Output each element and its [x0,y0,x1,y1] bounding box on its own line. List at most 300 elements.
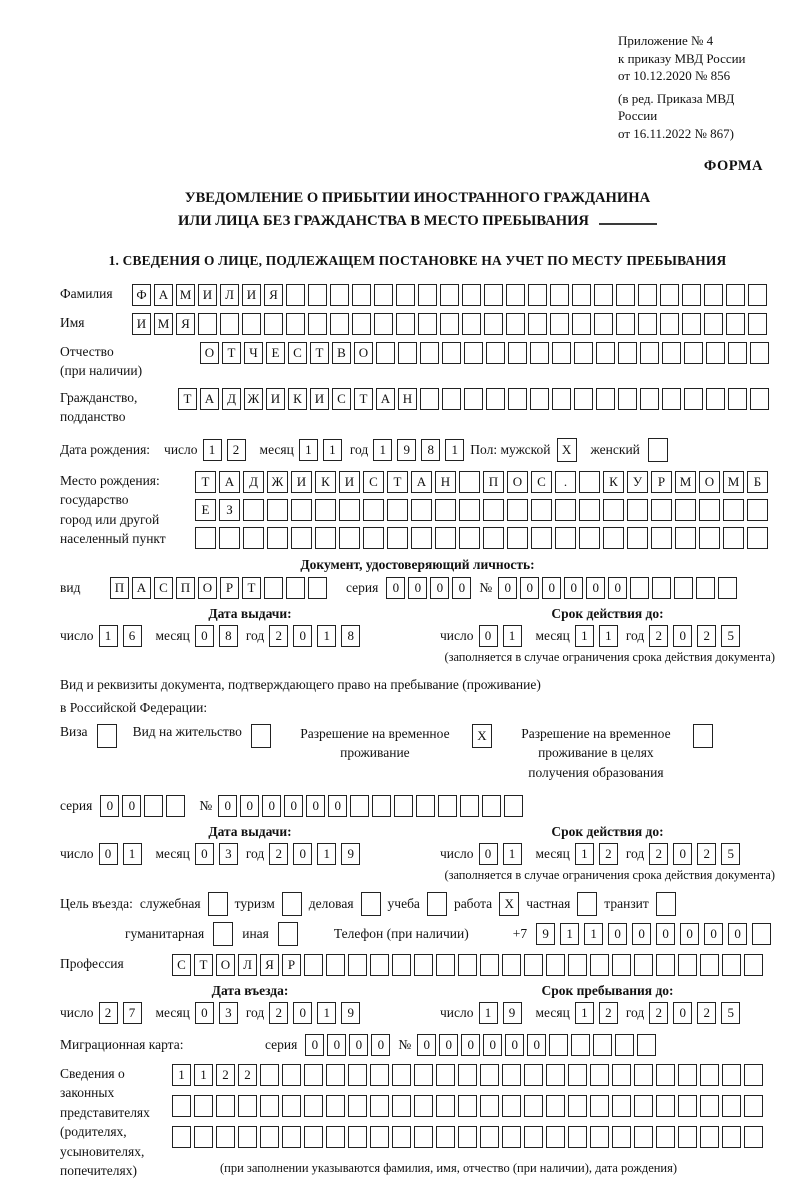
birth-place-char-cell[interactable] [627,499,648,521]
profession-char-cell[interactable] [590,954,609,976]
birth-place-char-cell[interactable]: К [315,471,336,493]
representatives-char-cell[interactable] [722,1064,741,1086]
representatives-char-cell[interactable] [414,1126,433,1148]
profession-char-cell[interactable] [392,954,411,976]
birth-place-char-cell[interactable] [579,471,600,493]
representatives-char-cell[interactable] [612,1126,631,1148]
given-name-char-cell[interactable] [440,313,459,335]
identity-doc-number-cell[interactable] [652,577,671,599]
identity-doc-number-cell[interactable]: 0 [542,577,561,599]
birth-place-char-cell[interactable] [603,499,624,521]
birth-place-char-cell[interactable] [339,527,360,549]
surname-char-cell[interactable] [528,284,547,306]
residence-doc-number-cell[interactable] [504,795,523,817]
identity-issue-month-cell[interactable]: 0 [195,625,214,647]
birth-place-char-cell[interactable] [507,499,528,521]
birth-place-char-cell[interactable] [315,499,336,521]
stay-month-cell[interactable]: 1 [575,1002,594,1024]
citizenship-char-cell[interactable]: А [376,388,395,410]
birth-place-char-cell[interactable]: У [627,471,648,493]
temp-residence-checkbox[interactable]: X [472,724,492,748]
representatives-char-cell[interactable] [546,1095,565,1117]
representatives-char-cell[interactable] [744,1095,763,1117]
identity-issue-day-cell[interactable]: 6 [123,625,142,647]
surname-char-cell[interactable] [616,284,635,306]
representatives-char-cell[interactable]: 2 [238,1064,257,1086]
birth-place-char-cell[interactable] [579,499,600,521]
citizenship-char-cell[interactable] [486,388,505,410]
entry-year-cell[interactable]: 2 [269,1002,288,1024]
representatives-char-cell[interactable] [612,1064,631,1086]
surname-char-cell[interactable] [682,284,701,306]
entry-year-cell[interactable]: 9 [341,1002,360,1024]
given-name-char-cell[interactable] [352,313,371,335]
stay-year-cell[interactable]: 2 [649,1002,668,1024]
residence-doc-number-cell[interactable] [438,795,457,817]
representatives-char-cell[interactable] [326,1095,345,1117]
identity-valid-year-cell[interactable]: 2 [697,625,716,647]
profession-char-cell[interactable] [656,954,675,976]
purpose-private-checkbox[interactable] [577,892,597,916]
representatives-char-cell[interactable] [348,1095,367,1117]
identity-doc-number-cell[interactable] [630,577,649,599]
birth-place-char-cell[interactable] [555,499,576,521]
given-name-char-cell[interactable]: М [154,313,173,335]
birth-place-char-cell[interactable]: Е [195,499,216,521]
identity-doc-number-cell[interactable]: 0 [564,577,583,599]
patronymic-char-cell[interactable] [706,342,725,364]
identity-issue-year-cell[interactable]: 1 [317,625,336,647]
birth-place-char-cell[interactable] [675,499,696,521]
birth-place-char-cell[interactable] [555,527,576,549]
representatives-char-cell[interactable] [304,1126,323,1148]
residence-issue-year-cell[interactable]: 2 [269,843,288,865]
residence-doc-number-cell[interactable] [482,795,501,817]
entry-year-cell[interactable]: 1 [317,1002,336,1024]
birth-year-cell[interactable]: 8 [421,439,440,461]
phone-digit-cell[interactable]: 1 [560,923,579,945]
profession-char-cell[interactable] [546,954,565,976]
birth-place-char-cell[interactable] [483,499,504,521]
surname-char-cell[interactable] [484,284,503,306]
representatives-char-cell[interactable] [216,1126,235,1148]
representatives-char-cell[interactable] [260,1064,279,1086]
visa-checkbox[interactable] [97,724,117,748]
profession-char-cell[interactable] [678,954,697,976]
patronymic-char-cell[interactable] [508,342,527,364]
residence-doc-number-cell[interactable]: 0 [328,795,347,817]
birth-place-char-cell[interactable]: Н [435,471,456,493]
representatives-char-cell[interactable] [194,1126,213,1148]
given-name-char-cell[interactable] [220,313,239,335]
representatives-char-cell[interactable] [172,1095,191,1117]
residence-issue-month-cell[interactable]: 3 [219,843,238,865]
birth-place-char-cell[interactable] [363,527,384,549]
representatives-char-cell[interactable] [282,1095,301,1117]
birth-place-char-cell[interactable] [459,527,480,549]
birth-place-char-cell[interactable] [435,499,456,521]
profession-char-cell[interactable] [502,954,521,976]
residence-doc-series-cell[interactable]: 0 [100,795,119,817]
birth-place-char-cell[interactable] [339,499,360,521]
birth-place-char-cell[interactable]: О [699,471,720,493]
surname-char-cell[interactable]: А [154,284,173,306]
birth-place-char-cell[interactable] [531,499,552,521]
representatives-char-cell[interactable] [722,1126,741,1148]
residence-valid-day-cell[interactable]: 0 [479,843,498,865]
profession-char-cell[interactable] [348,954,367,976]
birth-place-char-cell[interactable]: О [507,471,528,493]
representatives-char-cell[interactable] [568,1126,587,1148]
migration-card-number-cell[interactable]: 0 [483,1034,502,1056]
patronymic-char-cell[interactable] [728,342,747,364]
birth-place-char-cell[interactable]: Т [387,471,408,493]
citizenship-char-cell[interactable] [574,388,593,410]
representatives-char-cell[interactable] [656,1064,675,1086]
patronymic-char-cell[interactable] [486,342,505,364]
given-name-char-cell[interactable] [726,313,745,335]
surname-char-cell[interactable] [506,284,525,306]
patronymic-char-cell[interactable]: О [354,342,373,364]
citizenship-char-cell[interactable] [684,388,703,410]
citizenship-char-cell[interactable] [552,388,571,410]
patronymic-char-cell[interactable]: Т [222,342,241,364]
residence-valid-year-cell[interactable]: 2 [649,843,668,865]
migration-card-number-cell[interactable] [571,1034,590,1056]
representatives-char-cell[interactable] [700,1064,719,1086]
representatives-char-cell[interactable] [656,1126,675,1148]
representatives-char-cell[interactable] [744,1126,763,1148]
patronymic-char-cell[interactable] [596,342,615,364]
purpose-other-checkbox[interactable] [278,922,298,946]
residence-valid-month-cell[interactable]: 2 [599,843,618,865]
profession-char-cell[interactable] [524,954,543,976]
representatives-char-cell[interactable]: 1 [194,1064,213,1086]
migration-card-number-cell[interactable] [549,1034,568,1056]
residence-doc-number-cell[interactable] [416,795,435,817]
given-name-char-cell[interactable]: И [132,313,151,335]
purpose-work-checkbox[interactable]: X [499,892,519,916]
patronymic-char-cell[interactable] [662,342,681,364]
birth-day-cell[interactable]: 1 [203,439,222,461]
phone-digit-cell[interactable]: 0 [704,923,723,945]
residence-issue-year-cell[interactable]: 1 [317,843,336,865]
citizenship-char-cell[interactable]: А [200,388,219,410]
citizenship-char-cell[interactable]: С [332,388,351,410]
patronymic-char-cell[interactable] [398,342,417,364]
migration-card-series-cell[interactable]: 0 [327,1034,346,1056]
representatives-char-cell[interactable] [480,1126,499,1148]
surname-char-cell[interactable] [374,284,393,306]
identity-valid-year-cell[interactable]: 0 [673,625,692,647]
phone-digit-cell[interactable]: 0 [728,923,747,945]
representatives-char-cell[interactable] [370,1064,389,1086]
stay-year-cell[interactable]: 5 [721,1002,740,1024]
birth-place-char-cell[interactable] [435,527,456,549]
birth-year-cell[interactable]: 1 [445,439,464,461]
entry-month-cell[interactable]: 3 [219,1002,238,1024]
residence-doc-series-cell[interactable]: 0 [122,795,141,817]
identity-valid-month-cell[interactable]: 1 [599,625,618,647]
birth-year-cell[interactable]: 1 [373,439,392,461]
birth-place-char-cell[interactable] [387,527,408,549]
stay-day-cell[interactable]: 1 [479,1002,498,1024]
migration-card-number-cell[interactable]: 0 [527,1034,546,1056]
identity-doc-series-cell[interactable]: 0 [386,577,405,599]
entry-month-cell[interactable]: 0 [195,1002,214,1024]
representatives-char-cell[interactable] [524,1095,543,1117]
migration-card-number-cell[interactable]: 0 [461,1034,480,1056]
purpose-official-checkbox[interactable] [208,892,228,916]
citizenship-char-cell[interactable] [706,388,725,410]
birth-place-char-cell[interactable] [579,527,600,549]
representatives-char-cell[interactable] [744,1064,763,1086]
given-name-char-cell[interactable] [748,313,767,335]
birth-place-char-cell[interactable] [315,527,336,549]
citizenship-char-cell[interactable] [618,388,637,410]
phone-digit-cell[interactable]: 1 [584,923,603,945]
birth-place-char-cell[interactable]: С [363,471,384,493]
profession-char-cell[interactable] [304,954,323,976]
birth-place-char-cell[interactable]: З [219,499,240,521]
identity-issue-month-cell[interactable]: 8 [219,625,238,647]
representatives-char-cell[interactable] [634,1095,653,1117]
identity-valid-day-cell[interactable]: 1 [503,625,522,647]
surname-char-cell[interactable] [572,284,591,306]
identity-doc-kind-cell[interactable]: О [198,577,217,599]
representatives-char-cell[interactable] [546,1126,565,1148]
representatives-char-cell[interactable] [524,1064,543,1086]
patronymic-char-cell[interactable] [376,342,395,364]
representatives-char-cell[interactable] [524,1126,543,1148]
birth-year-cell[interactable]: 9 [397,439,416,461]
surname-char-cell[interactable] [748,284,767,306]
given-name-char-cell[interactable] [396,313,415,335]
birth-place-char-cell[interactable] [483,527,504,549]
birth-place-char-cell[interactable] [243,499,264,521]
citizenship-char-cell[interactable] [662,388,681,410]
profession-char-cell[interactable]: Л [238,954,257,976]
identity-doc-kind-cell[interactable]: Т [242,577,261,599]
patronymic-char-cell[interactable]: С [288,342,307,364]
patronymic-char-cell[interactable] [464,342,483,364]
representatives-char-cell[interactable] [678,1064,697,1086]
identity-doc-kind-cell[interactable] [264,577,283,599]
birth-place-char-cell[interactable]: Д [243,471,264,493]
residence-issue-day-cell[interactable]: 0 [99,843,118,865]
representatives-char-cell[interactable] [436,1095,455,1117]
birth-place-char-cell[interactable] [387,499,408,521]
profession-char-cell[interactable] [634,954,653,976]
given-name-char-cell[interactable] [506,313,525,335]
birth-place-char-cell[interactable] [195,527,216,549]
identity-doc-kind-cell[interactable] [286,577,305,599]
surname-char-cell[interactable]: И [242,284,261,306]
given-name-char-cell[interactable] [264,313,283,335]
identity-doc-number-cell[interactable] [718,577,737,599]
representatives-char-cell[interactable] [304,1095,323,1117]
surname-char-cell[interactable] [704,284,723,306]
profession-char-cell[interactable]: Р [282,954,301,976]
citizenship-char-cell[interactable]: Д [222,388,241,410]
surname-char-cell[interactable]: Ф [132,284,151,306]
profession-char-cell[interactable] [744,954,763,976]
identity-doc-kind-cell[interactable]: С [154,577,173,599]
residence-doc-number-cell[interactable]: 0 [284,795,303,817]
given-name-char-cell[interactable] [638,313,657,335]
residence-doc-number-cell[interactable] [394,795,413,817]
identity-valid-month-cell[interactable]: 1 [575,625,594,647]
identity-doc-series-cell[interactable]: 0 [452,577,471,599]
representatives-char-cell[interactable] [590,1095,609,1117]
birth-place-char-cell[interactable] [411,499,432,521]
given-name-char-cell[interactable] [242,313,261,335]
given-name-char-cell[interactable] [682,313,701,335]
representatives-char-cell[interactable] [436,1126,455,1148]
representatives-char-cell[interactable] [634,1126,653,1148]
residence-valid-month-cell[interactable]: 1 [575,843,594,865]
citizenship-char-cell[interactable]: И [310,388,329,410]
citizenship-char-cell[interactable] [596,388,615,410]
given-name-char-cell[interactable] [308,313,327,335]
patronymic-char-cell[interactable] [442,342,461,364]
representatives-char-cell[interactable] [260,1095,279,1117]
birth-place-char-cell[interactable]: Т [195,471,216,493]
representatives-char-cell[interactable] [370,1095,389,1117]
given-name-char-cell[interactable] [286,313,305,335]
surname-char-cell[interactable] [726,284,745,306]
birth-place-char-cell[interactable] [411,527,432,549]
citizenship-char-cell[interactable] [508,388,527,410]
representatives-char-cell[interactable] [414,1095,433,1117]
stay-year-cell[interactable]: 2 [697,1002,716,1024]
identity-valid-year-cell[interactable]: 2 [649,625,668,647]
patronymic-char-cell[interactable]: Ч [244,342,263,364]
representatives-char-cell[interactable] [238,1126,257,1148]
birth-place-char-cell[interactable] [747,499,768,521]
representatives-char-cell[interactable] [172,1126,191,1148]
representatives-char-cell[interactable] [348,1126,367,1148]
given-name-char-cell[interactable] [616,313,635,335]
gender-male-checkbox[interactable]: X [557,438,577,462]
surname-char-cell[interactable] [286,284,305,306]
birth-place-char-cell[interactable]: М [675,471,696,493]
residence-permit-checkbox[interactable] [251,724,271,748]
birth-place-char-cell[interactable] [459,499,480,521]
identity-doc-kind-cell[interactable]: А [132,577,151,599]
phone-digit-cell[interactable]: 0 [632,923,651,945]
birth-place-char-cell[interactable] [627,527,648,549]
stay-month-cell[interactable]: 2 [599,1002,618,1024]
birth-place-char-cell[interactable] [723,499,744,521]
representatives-char-cell[interactable] [304,1064,323,1086]
representatives-char-cell[interactable] [612,1095,631,1117]
birth-place-char-cell[interactable]: А [411,471,432,493]
citizenship-char-cell[interactable] [420,388,439,410]
surname-char-cell[interactable]: И [198,284,217,306]
citizenship-char-cell[interactable]: К [288,388,307,410]
patronymic-char-cell[interactable]: Т [310,342,329,364]
residence-valid-year-cell[interactable]: 5 [721,843,740,865]
birth-place-char-cell[interactable] [747,527,768,549]
representatives-char-cell[interactable] [238,1095,257,1117]
purpose-humanitarian-checkbox[interactable] [213,922,233,946]
phone-digit-cell[interactable]: 0 [608,923,627,945]
representatives-char-cell[interactable] [326,1064,345,1086]
given-name-char-cell[interactable] [418,313,437,335]
representatives-char-cell[interactable] [392,1064,411,1086]
patronymic-char-cell[interactable] [618,342,637,364]
entry-day-cell[interactable]: 7 [123,1002,142,1024]
identity-valid-day-cell[interactable]: 0 [479,625,498,647]
citizenship-char-cell[interactable]: Н [398,388,417,410]
representatives-char-cell[interactable] [502,1095,521,1117]
residence-valid-day-cell[interactable]: 1 [503,843,522,865]
birth-place-char-cell[interactable]: Б [747,471,768,493]
birth-place-char-cell[interactable]: М [723,471,744,493]
purpose-study-checkbox[interactable] [427,892,447,916]
birth-place-char-cell[interactable] [651,499,672,521]
profession-char-cell[interactable] [612,954,631,976]
representatives-char-cell[interactable] [436,1064,455,1086]
patronymic-char-cell[interactable] [640,342,659,364]
birth-place-char-cell[interactable] [219,527,240,549]
representatives-char-cell[interactable] [458,1126,477,1148]
given-name-char-cell[interactable] [594,313,613,335]
migration-card-series-cell[interactable]: 0 [349,1034,368,1056]
representatives-char-cell[interactable] [502,1064,521,1086]
birth-place-char-cell[interactable] [603,527,624,549]
patronymic-char-cell[interactable]: Е [266,342,285,364]
representatives-char-cell[interactable] [348,1064,367,1086]
surname-char-cell[interactable] [308,284,327,306]
residence-issue-month-cell[interactable]: 0 [195,843,214,865]
representatives-char-cell[interactable] [722,1095,741,1117]
representatives-char-cell[interactable] [480,1095,499,1117]
residence-doc-number-cell[interactable]: 0 [218,795,237,817]
birth-place-char-cell[interactable]: А [219,471,240,493]
representatives-char-cell[interactable] [260,1126,279,1148]
representatives-char-cell[interactable] [194,1095,213,1117]
surname-char-cell[interactable] [330,284,349,306]
residence-doc-number-cell[interactable]: 0 [306,795,325,817]
birth-place-char-cell[interactable]: . [555,471,576,493]
given-name-char-cell[interactable] [572,313,591,335]
birth-place-char-cell[interactable]: К [603,471,624,493]
residence-doc-series-cell[interactable] [166,795,185,817]
birth-place-char-cell[interactable]: С [531,471,552,493]
residence-doc-number-cell[interactable] [372,795,391,817]
identity-issue-day-cell[interactable]: 1 [99,625,118,647]
identity-doc-number-cell[interactable] [696,577,715,599]
profession-char-cell[interactable] [722,954,741,976]
citizenship-char-cell[interactable]: Ж [244,388,263,410]
migration-card-series-cell[interactable]: 0 [371,1034,390,1056]
birth-place-char-cell[interactable] [699,499,720,521]
patronymic-char-cell[interactable] [684,342,703,364]
surname-char-cell[interactable] [638,284,657,306]
identity-doc-kind-cell[interactable]: П [110,577,129,599]
representatives-char-cell[interactable] [458,1095,477,1117]
citizenship-char-cell[interactable]: Т [354,388,373,410]
representatives-char-cell[interactable] [282,1126,301,1148]
profession-char-cell[interactable] [414,954,433,976]
given-name-char-cell[interactable] [550,313,569,335]
given-name-char-cell[interactable] [528,313,547,335]
migration-card-number-cell[interactable]: 0 [439,1034,458,1056]
patronymic-char-cell[interactable] [552,342,571,364]
surname-char-cell[interactable] [352,284,371,306]
